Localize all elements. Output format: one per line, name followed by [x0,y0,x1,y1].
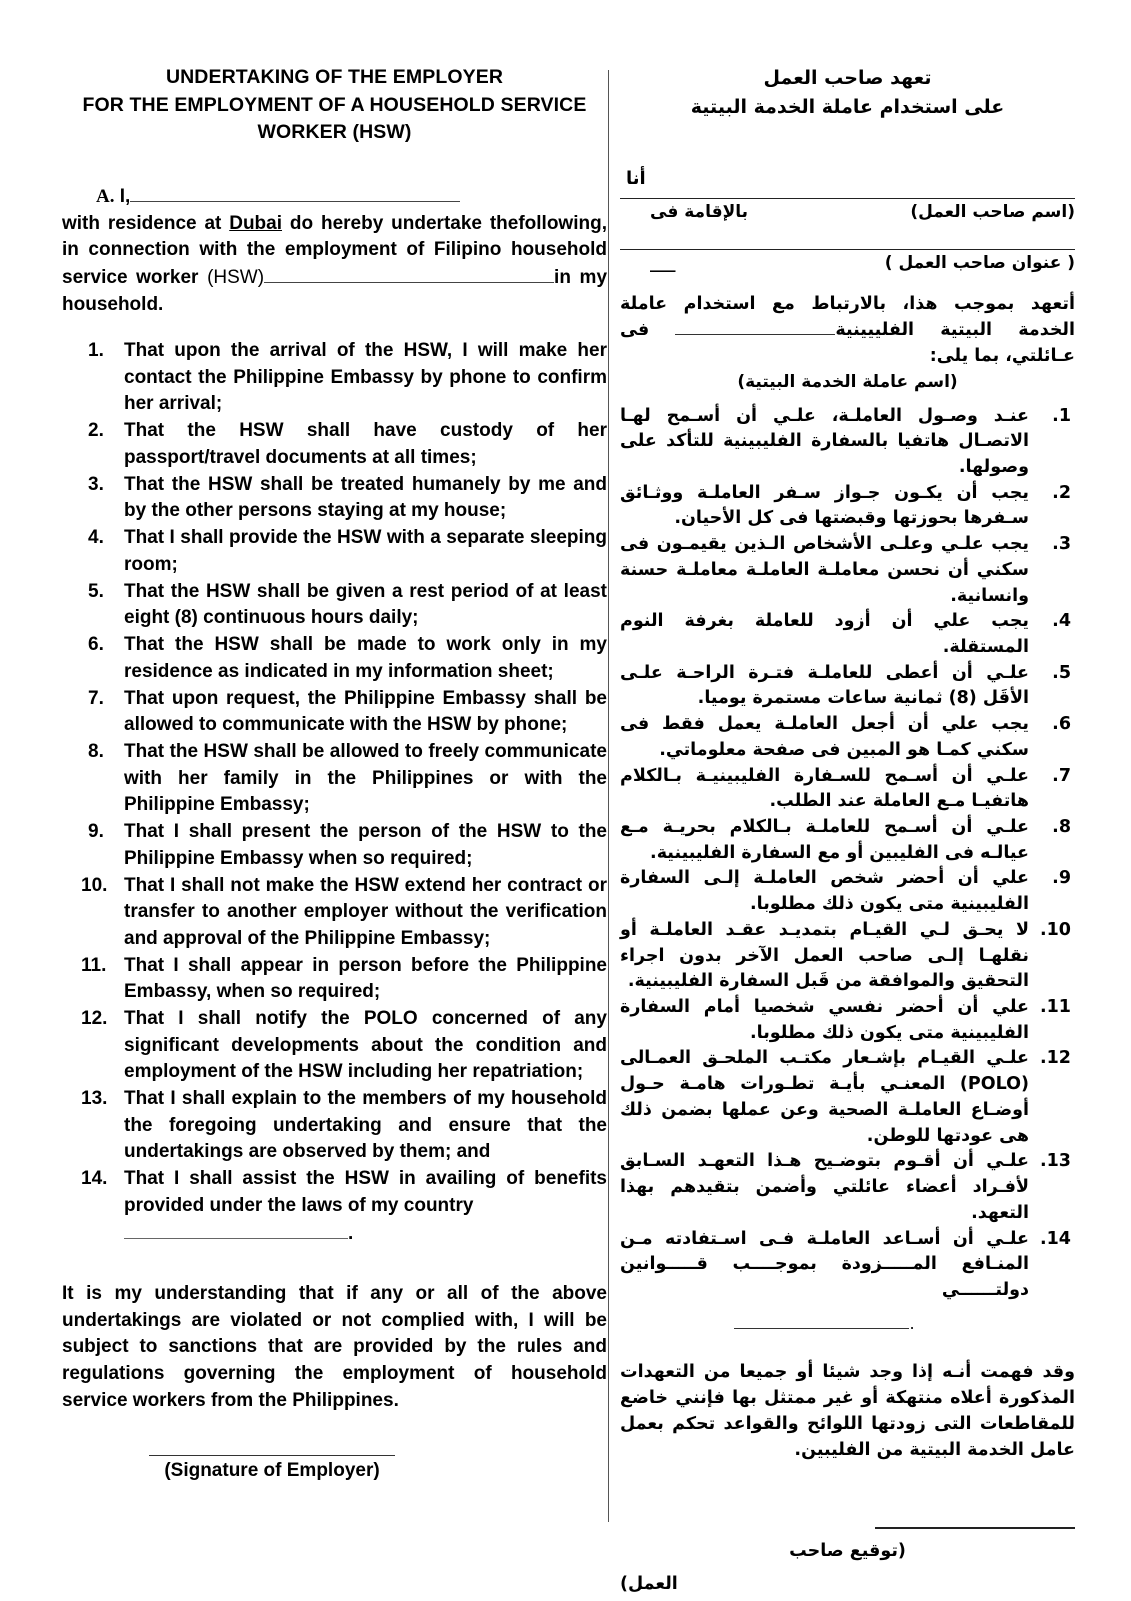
list-item-text: يجب علي أن أجعل العاملـة يعمل فقط فى سكني كمـا هو المبين فى صفحة معلوماتي. [620,714,1029,760]
list-item-number: 7. [88,687,104,709]
list-item [620,532,1075,609]
list-item-number: .3 [1052,534,1071,555]
list-item [62,418,607,471]
signature-caption: (Signature of Employer) [164,1460,380,1482]
title-line-1-arabic: تعهد صاحب العمل [763,67,932,89]
list-item-number: .11 [1039,997,1071,1018]
list-item [62,953,607,1006]
undertakings-list-arabic [620,404,1075,1304]
title-line-2-arabic: على استخدام عاملة الخدمة البيتية [690,95,1005,118]
employer-name-caption-row [620,199,1075,222]
list-item-text: لا يحـق لـي القيـام بتمديـد عقـد العاملـة أو نقلهـا إلـى صاحب العمل الآخر بدون اجراء التحقيق والموافقة من قَبل السفارة الفليبينية. [620,919,1029,992]
list-item-text: That I shall notify the POLO concerned of any significant developments about the condition and employment of the HSW including her repatriation; [124,1008,607,1083]
residence-value[interactable]: Dubai [229,212,283,234]
list-item-number: .10 [1039,919,1071,940]
list-item-number: .6 [1052,714,1071,735]
address-dash: ___ [650,252,676,273]
list-item-number: 6. [88,634,104,656]
list-item-text: That I shall not make the HSW extend her contract or transfer to another employer without the verification and approval of the Philippine Embassy; [124,874,607,949]
list-item-text: That I shall provide the HSW with a separate sleeping room; [124,527,607,575]
list-item-number: 13. [81,1088,108,1110]
list-item-text: That I shall appear in person before the Philippine Embassy, when so required; [124,954,607,1003]
country-law-blank[interactable] [124,1221,348,1239]
list-item [620,995,1075,1046]
employer-address-caption: ( عنوان صاحب العمل ) [884,252,1075,273]
arabic-intro-tail: فى عـائلتي، بما يلى: [620,320,1075,367]
list-item-number: .7 [1052,765,1071,786]
arabic-tail-period: . [909,1313,915,1333]
undertakings-list [62,338,607,1219]
arabic-column [620,64,1075,1601]
list-item-text: علـي القيـام بإشـعار مكتـب الملحـق العمـالى (POLO) المعنـي بأيـة تطـورات هامـة حـول أوضـاع العاملـة الصحية وعن عملها بضمن ذلك هى عودتها للوطن. [620,1048,1029,1146]
employer-address-field [620,248,1075,273]
list-item-number: 11. [81,954,107,976]
list-item-number: .8 [1052,817,1071,837]
list-item [62,1166,607,1219]
list-item-number: 1. [88,340,104,362]
title-line-2: FOR THE EMPLOYMENT OF A HOUSEHOLD SERVICE [82,93,587,116]
list-item-text: That the HSW shall be given a rest period of at least eight (8) continuous hours daily; [124,580,607,629]
list-item [62,632,607,685]
list-item-text: علي أن أحضر شخص العاملـة إلـى السفارة الفليبينية متى يكون ذلك مطلوبا. [620,868,1029,915]
employer-address-caption-row [620,250,1075,273]
intro-continue-text: do hereby undertake thefollowing, in connection with the employment of Filipino household service worker [62,212,607,288]
list-item-number: 14. [81,1168,108,1190]
list-item-number: .4 [1052,611,1071,632]
signature-caption-arabic [620,1535,1075,1601]
list-item-text: علـي أن أسـمح للعاملـة بـالكلام بحريـة مـع عيالـه فى الفليبين أو مع السفارة الفليبينية. [620,817,1029,863]
intro-i-label: I, [119,186,131,208]
list-item-number: .13 [1039,1151,1071,1172]
list-item-number: .14 [1039,1228,1071,1249]
intro-paragraph [62,183,607,318]
list-item [62,819,607,872]
list-item-number: 12. [81,1008,108,1030]
arabic-country-law-blank[interactable] [734,1314,909,1329]
list-item-number: .12 [1039,1048,1071,1069]
list-item-number: 10. [81,874,108,896]
list-item-text: علـي أن أسـاعد العاملـة فـى اسـتفادته مـن المنـافع المـــــزودة بموجــــب قـــــوانين دولتــــــي [620,1228,1029,1300]
period-after-blank: . [348,1223,354,1245]
list-item-text: يجب علـي وعلـى الأشخاص الـذين يقيمـون فى سكني أن نحسن معاملـة العاملـة معاملـة حسنة وانسانية. [620,534,1029,606]
list-item [62,472,607,525]
page-title [62,64,607,147]
list-item [62,1006,607,1086]
list-item [620,918,1075,995]
list-item-number: 5. [88,580,104,602]
list-item [620,815,1075,866]
list-item-text: علـي أن أعطى للعاملـة فتـرة الراحـة علـى الأقَل (8) ثمانية ساعات مستمرة يوميا. [620,662,1029,709]
list-item-text: علـي أن أسـمح للسـفارة الفليبينيـة بـالكلام هاتفيـا مـع العاملة عند الطلب. [620,765,1029,812]
list-item-number: .9 [1052,868,1071,889]
list-item-text: That upon request, the Philippine Embassy shall be allowed to communicate with the HSW by phone; [124,687,607,736]
list-item-text: That upon the arrival of the HSW, I will make her contact the Philippine Embassy by phone to confirm her arrival; [124,340,607,415]
signature-line-arabic[interactable] [875,1526,1075,1529]
country-law-blank-row [62,1221,607,1245]
list-item-text: علـي أن أقـوم بتوضـيح هـذا التعهـد السـابق لأفـراد أعضاء عائلتي وأضمن بتقيدهم بهذا التعهد. [620,1151,1029,1223]
list-item [620,1149,1075,1226]
list-item-number: .2 [1052,482,1071,503]
list-item-text: That I shall present the person of the HSW to the Philippine Embassy when so required; [124,821,607,869]
list-item-text: That the HSW shall be treated humanely by me and by the other persons staying at my house; [124,473,607,522]
title-line-1: UNDERTAKING OF THE EMPLOYER [165,66,504,88]
list-item [62,873,607,953]
list-item [620,1227,1075,1304]
residence-caption: بالإقامة فى [650,201,749,222]
list-item [620,609,1075,660]
list-item [620,764,1075,815]
list-item [620,661,1075,712]
list-item [62,579,607,632]
worker-name-blank[interactable] [675,318,835,335]
arabic-tail-blank-row [620,1314,1075,1333]
list-item-number: .5 [1052,662,1071,683]
hsw-paren-label: (HSW) [207,266,265,288]
list-item-text: That I shall assist the HSW in availing of benefits provided under the laws of my country [124,1168,607,1216]
employer-name-field [620,197,1075,222]
english-column [62,64,607,1482]
page-title-arabic [620,64,1075,122]
list-item-number: 9. [88,821,104,843]
intro-tail-text: in my household. [62,266,608,315]
list-item-text: That the HSW shall be made to work only in my residence as indicated in my information sheet; [124,634,607,682]
employer-signature-block [62,1454,482,1482]
employer-signature-block-arabic [620,1526,1075,1601]
section-label-a: A. [96,186,115,208]
signature-caption-arabic-line2: العمل) [620,1573,678,1594]
list-item [62,1086,607,1166]
list-item-text: That the HSW shall have custody of her passport/travel documents at all times; [124,420,607,468]
arabic-intro-text: أتعهد بموجب هذا، بالارتباط مع استخدام عاملة الخدمة البيتية الفلييينية [620,293,1075,340]
arabic-intro-paragraph [620,291,1075,370]
arabic-closing-paragraph: وقد فهمت أنـه إذا وجد شيئا أو جميعا من التعهدات المذكورة أعلاه منتهكة أو غير ممتثل بها فإنني خاضع للمقاطعات التى زودتها اللوائح والقواعد تحكم بعمل عامل الخدمة البيتية من الفليبين. [620,1361,1075,1461]
list-item [620,866,1075,917]
title-line-3: WORKER (HSW) [257,121,412,144]
list-item-text: علي أن أحضر نفسي شخصيا أمام السفارة الفليبينية متى يكون ذلك مطلوبا. [620,997,1029,1043]
list-item [620,481,1075,532]
list-item-number: 4. [88,527,104,549]
employer-name-caption: (اسم صاحب العمل) [910,201,1075,222]
list-item-text: That I shall explain to the members of my household the foregoing undertaking and ensure that the undertakings are observed by them; and [124,1088,607,1163]
list-item [62,686,607,739]
list-item [620,712,1075,763]
list-item-number: 8. [88,741,104,763]
list-item-text: عنـد وصـول العاملـة، علـي أن أسـمح لهـا الاتصـال هاتفيا بالسفارة الفليبينية للتأكد على وصولها. [620,405,1029,477]
list-item-text: يجب علي أن أزود للعاملة بغرفة النوم المستقلة. [620,611,1029,657]
signature-line[interactable] [149,1454,395,1456]
intro-residence-label: with residence at [62,212,222,234]
closing-paragraph: It is my understanding that if any or all of the above undertakings are violated or not complied with, I will be subject to sanctions that are provided by the rules and regulations governing the employment of household service workers from the Philippines. [62,1283,607,1411]
hsw-name-blank[interactable] [264,264,554,283]
list-item [62,338,607,418]
list-item-text: يجب أن يكـون جـواز سـفر العاملـة ووثـائق سـفرها بحوزتها وقبضتها فى كل الأحيان. [620,482,1029,529]
list-item-number: 2. [88,420,104,442]
list-item-number: .1 [1052,405,1071,426]
list-item [62,739,607,819]
column-divider [608,70,609,1522]
list-item [620,1046,1075,1149]
ana-label: أنا [626,167,646,189]
list-item-number: 3. [88,473,104,495]
worker-name-caption: (اسم عاملة الخدمة البيتية) [737,371,958,392]
list-item [620,404,1075,481]
list-item [62,525,607,578]
list-item-text: That the HSW shall be allowed to freely communicate with her family in the Philippines or with the Philippine Embassy; [124,741,607,816]
employer-name-blank[interactable] [130,183,460,202]
signature-caption-arabic-line1: (توقيع صاحب [789,1540,906,1561]
